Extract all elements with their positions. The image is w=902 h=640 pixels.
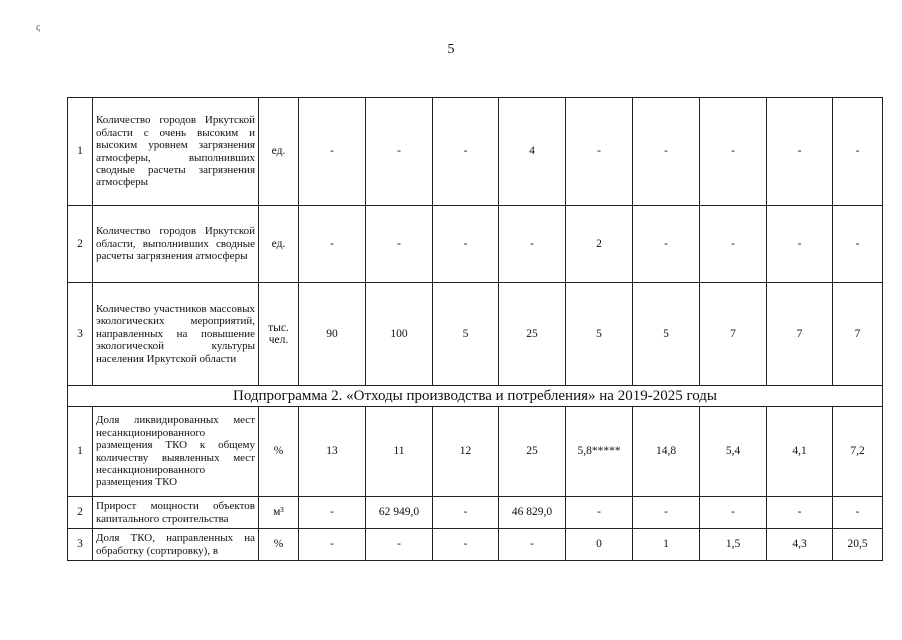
table-row bbox=[68, 283, 883, 386]
value-cell: - bbox=[700, 98, 767, 206]
value-cell: 5,4 bbox=[700, 407, 767, 497]
value-cell: 12 bbox=[433, 407, 499, 497]
indicator-name: Доля ТКО, направленных на обработку (сортировку), в bbox=[93, 529, 259, 561]
value-cell: 20,5 bbox=[833, 529, 883, 561]
value-cell: 13 bbox=[299, 407, 366, 497]
row-number: 3 bbox=[68, 529, 93, 561]
value-cell: - bbox=[700, 206, 767, 283]
row-number: 2 bbox=[68, 206, 93, 283]
value-cell: - bbox=[433, 206, 499, 283]
value-cell: 4,1 bbox=[767, 407, 833, 497]
section-title: Подпрограмма 2. «Отходы производства и потребления» на 2019-2025 годы bbox=[68, 386, 883, 407]
value-cell: - bbox=[433, 497, 499, 529]
unit-cell: м³ bbox=[259, 497, 299, 529]
value-cell: - bbox=[433, 529, 499, 561]
value-cell: - bbox=[566, 497, 633, 529]
value-cell: 5 bbox=[566, 283, 633, 386]
value-cell: 1 bbox=[633, 529, 700, 561]
unit-cell: ед. bbox=[259, 206, 299, 283]
value-cell: - bbox=[633, 497, 700, 529]
value-cell: 7 bbox=[700, 283, 767, 386]
table-row bbox=[68, 529, 883, 561]
value-cell: 7,2 bbox=[833, 407, 883, 497]
value-cell: - bbox=[366, 206, 433, 283]
unit-cell: % bbox=[259, 529, 299, 561]
value-cell: - bbox=[566, 98, 633, 206]
value-cell: 1,5 bbox=[700, 529, 767, 561]
value-cell: - bbox=[366, 98, 433, 206]
value-cell: - bbox=[767, 98, 833, 206]
value-cell: 4,3 bbox=[767, 529, 833, 561]
value-cell: - bbox=[833, 497, 883, 529]
page-number: 5 bbox=[447, 42, 455, 57]
value-cell: - bbox=[633, 206, 700, 283]
unit-cell: тыс. чел. bbox=[259, 283, 299, 386]
value-cell: - bbox=[299, 206, 366, 283]
indicator-name: Количество участников массовых экологических мероприятий, направленных на повышение экологической культуры населения Иркутской области bbox=[93, 283, 259, 386]
value-cell: 14,8 bbox=[633, 407, 700, 497]
table-row bbox=[68, 206, 883, 283]
value-cell: 62 949,0 bbox=[366, 497, 433, 529]
unit-cell: ед. bbox=[259, 98, 299, 206]
indicator-name: Прирост мощности объектов капитального строительства bbox=[93, 497, 259, 529]
value-cell: 25 bbox=[499, 283, 566, 386]
value-cell: 5 bbox=[633, 283, 700, 386]
value-cell: - bbox=[433, 98, 499, 206]
indicators-table bbox=[67, 97, 883, 561]
value-cell: - bbox=[366, 529, 433, 561]
value-cell: - bbox=[299, 98, 366, 206]
value-cell: - bbox=[499, 529, 566, 561]
value-cell: 100 bbox=[366, 283, 433, 386]
value-cell: - bbox=[700, 497, 767, 529]
value-cell: - bbox=[833, 206, 883, 283]
value-cell: 4 bbox=[499, 98, 566, 206]
row-number: 1 bbox=[68, 98, 93, 206]
indicator-name: Количество городов Иркутской области с очень высоким и высоким уровнем загрязнения атмосферы, выполнивших сводные расчеты загрязнения атмосферы bbox=[93, 98, 259, 206]
table-row bbox=[68, 497, 883, 529]
row-number: 1 bbox=[68, 407, 93, 497]
value-cell: 11 bbox=[366, 407, 433, 497]
value-cell: - bbox=[499, 206, 566, 283]
value-cell: 5,8***** bbox=[566, 407, 633, 497]
unit-cell: % bbox=[259, 407, 299, 497]
value-cell: - bbox=[833, 98, 883, 206]
value-cell: 90 bbox=[299, 283, 366, 386]
value-cell: 7 bbox=[833, 283, 883, 386]
row-number: 3 bbox=[68, 283, 93, 386]
table-row bbox=[68, 407, 883, 497]
indicator-name: Доля ликвидированных мест несанкционированного размещения ТКО к общему количеству выявленных мест несанкционированного размещения ТКО bbox=[93, 407, 259, 497]
value-cell: 5 bbox=[433, 283, 499, 386]
value-cell: 7 bbox=[767, 283, 833, 386]
value-cell: - bbox=[633, 98, 700, 206]
value-cell: - bbox=[767, 206, 833, 283]
value-cell: 0 bbox=[566, 529, 633, 561]
value-cell: 25 bbox=[499, 407, 566, 497]
table-row bbox=[68, 98, 883, 206]
scan-mark: ς bbox=[36, 22, 40, 33]
row-number: 2 bbox=[68, 497, 93, 529]
value-cell: 46 829,0 bbox=[499, 497, 566, 529]
value-cell: - bbox=[299, 497, 366, 529]
value-cell: 2 bbox=[566, 206, 633, 283]
section-header-row bbox=[68, 386, 883, 407]
indicator-name: Количество городов Иркутской области, выполнивших сводные расчеты загрязнения атмосферы bbox=[93, 206, 259, 283]
value-cell: - bbox=[299, 529, 366, 561]
value-cell: - bbox=[767, 497, 833, 529]
